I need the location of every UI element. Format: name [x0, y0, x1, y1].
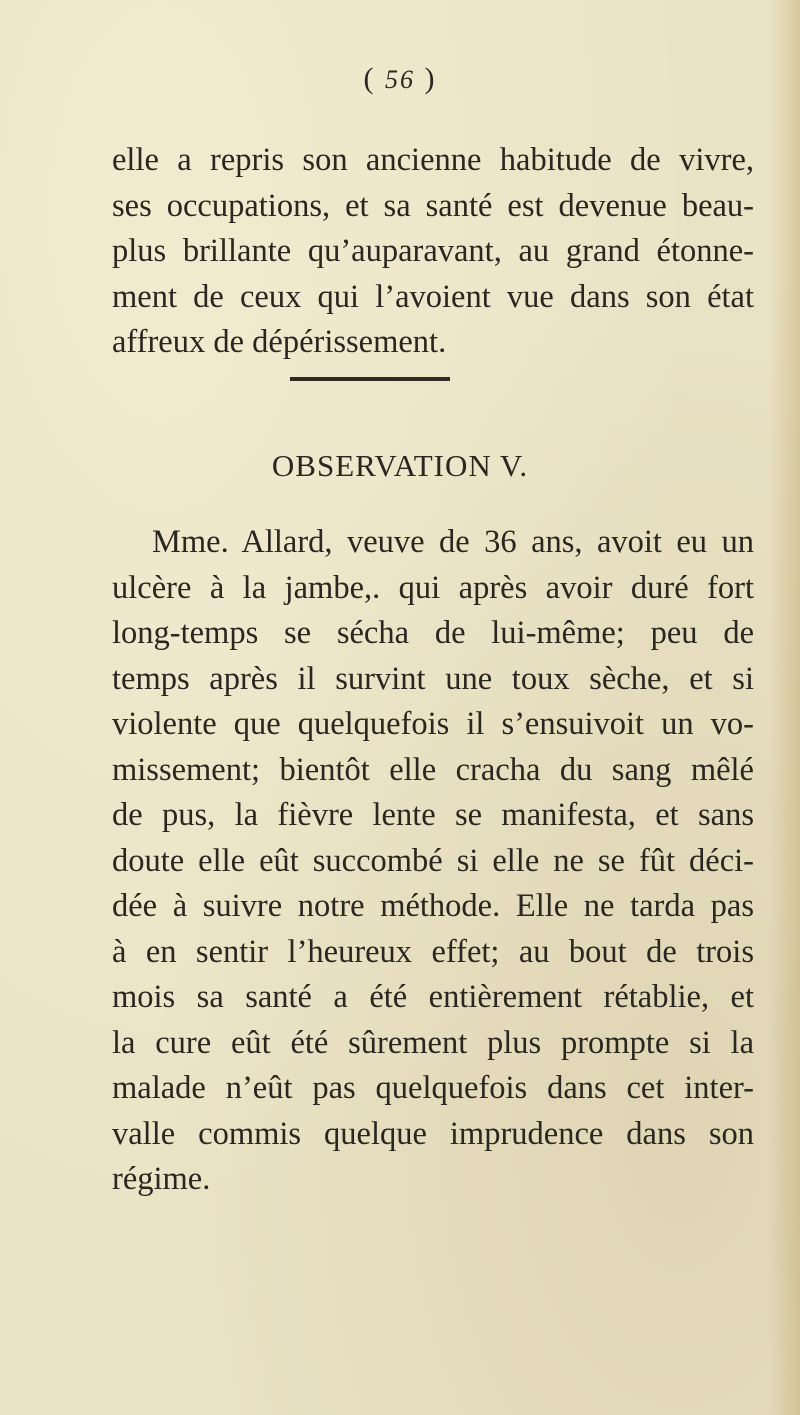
- text-line: de pus, la fièvre lente se manifesta, et sans: [112, 797, 754, 833]
- text-line: la cure eût été sûrement plus prompte si la: [112, 1024, 754, 1061]
- text-line: malade n’eût pas quelquefois dans cet inter-: [112, 1070, 754, 1106]
- section-divider-rule: [290, 377, 450, 381]
- page-number-close-paren: ): [424, 62, 437, 95]
- text-line: valle commis quelque imprudence dans son: [112, 1115, 754, 1152]
- text-line: missement; bientôt elle cracha du sang mêlé: [112, 751, 754, 788]
- text-line: ulcère à la jambe,. qui après avoir duré fort: [112, 569, 754, 606]
- page-number: [0, 62, 800, 96]
- page-number-value: 56: [385, 65, 415, 94]
- text-line: elle a repris son ancienne habitude de vivre,: [112, 142, 754, 178]
- page-number-open-paren: (: [363, 62, 376, 95]
- text-line: mois sa santé a été entièrement rétablie, et: [112, 979, 754, 1015]
- text-line: Mme. Allard, veuve de 36 ans, avoit eu un: [152, 524, 754, 560]
- text-line: doute elle eût succombé si elle ne se fût déci-: [112, 842, 754, 879]
- text-line: ment de ceux qui l’avoient vue dans son état: [112, 278, 754, 315]
- text-line: à en sentir l’heureux effet; au bout de trois: [112, 933, 754, 970]
- text-line: dée à suivre notre méthode. Elle ne tarda pas: [112, 888, 754, 924]
- text-line: violente que quelquefois il s’ensuivoit un vo-: [112, 706, 754, 742]
- text-line: ses occupations, et sa santé est devenue beau-: [112, 187, 754, 224]
- text-line: temps après il survint une toux sèche, et si: [112, 660, 754, 697]
- section-heading: OBSERVATION V.: [271, 448, 529, 483]
- text-line: plus brillante qu’auparavant, au grand étonne-: [112, 233, 754, 269]
- continued-paragraph: [112, 138, 754, 366]
- observation-paragraph: [112, 520, 754, 1203]
- text-line: affreux de dépérissement.: [112, 324, 447, 360]
- text-line: régime.: [112, 1161, 211, 1197]
- text-line: long-temps se sécha de lui-même; peu de: [112, 615, 754, 651]
